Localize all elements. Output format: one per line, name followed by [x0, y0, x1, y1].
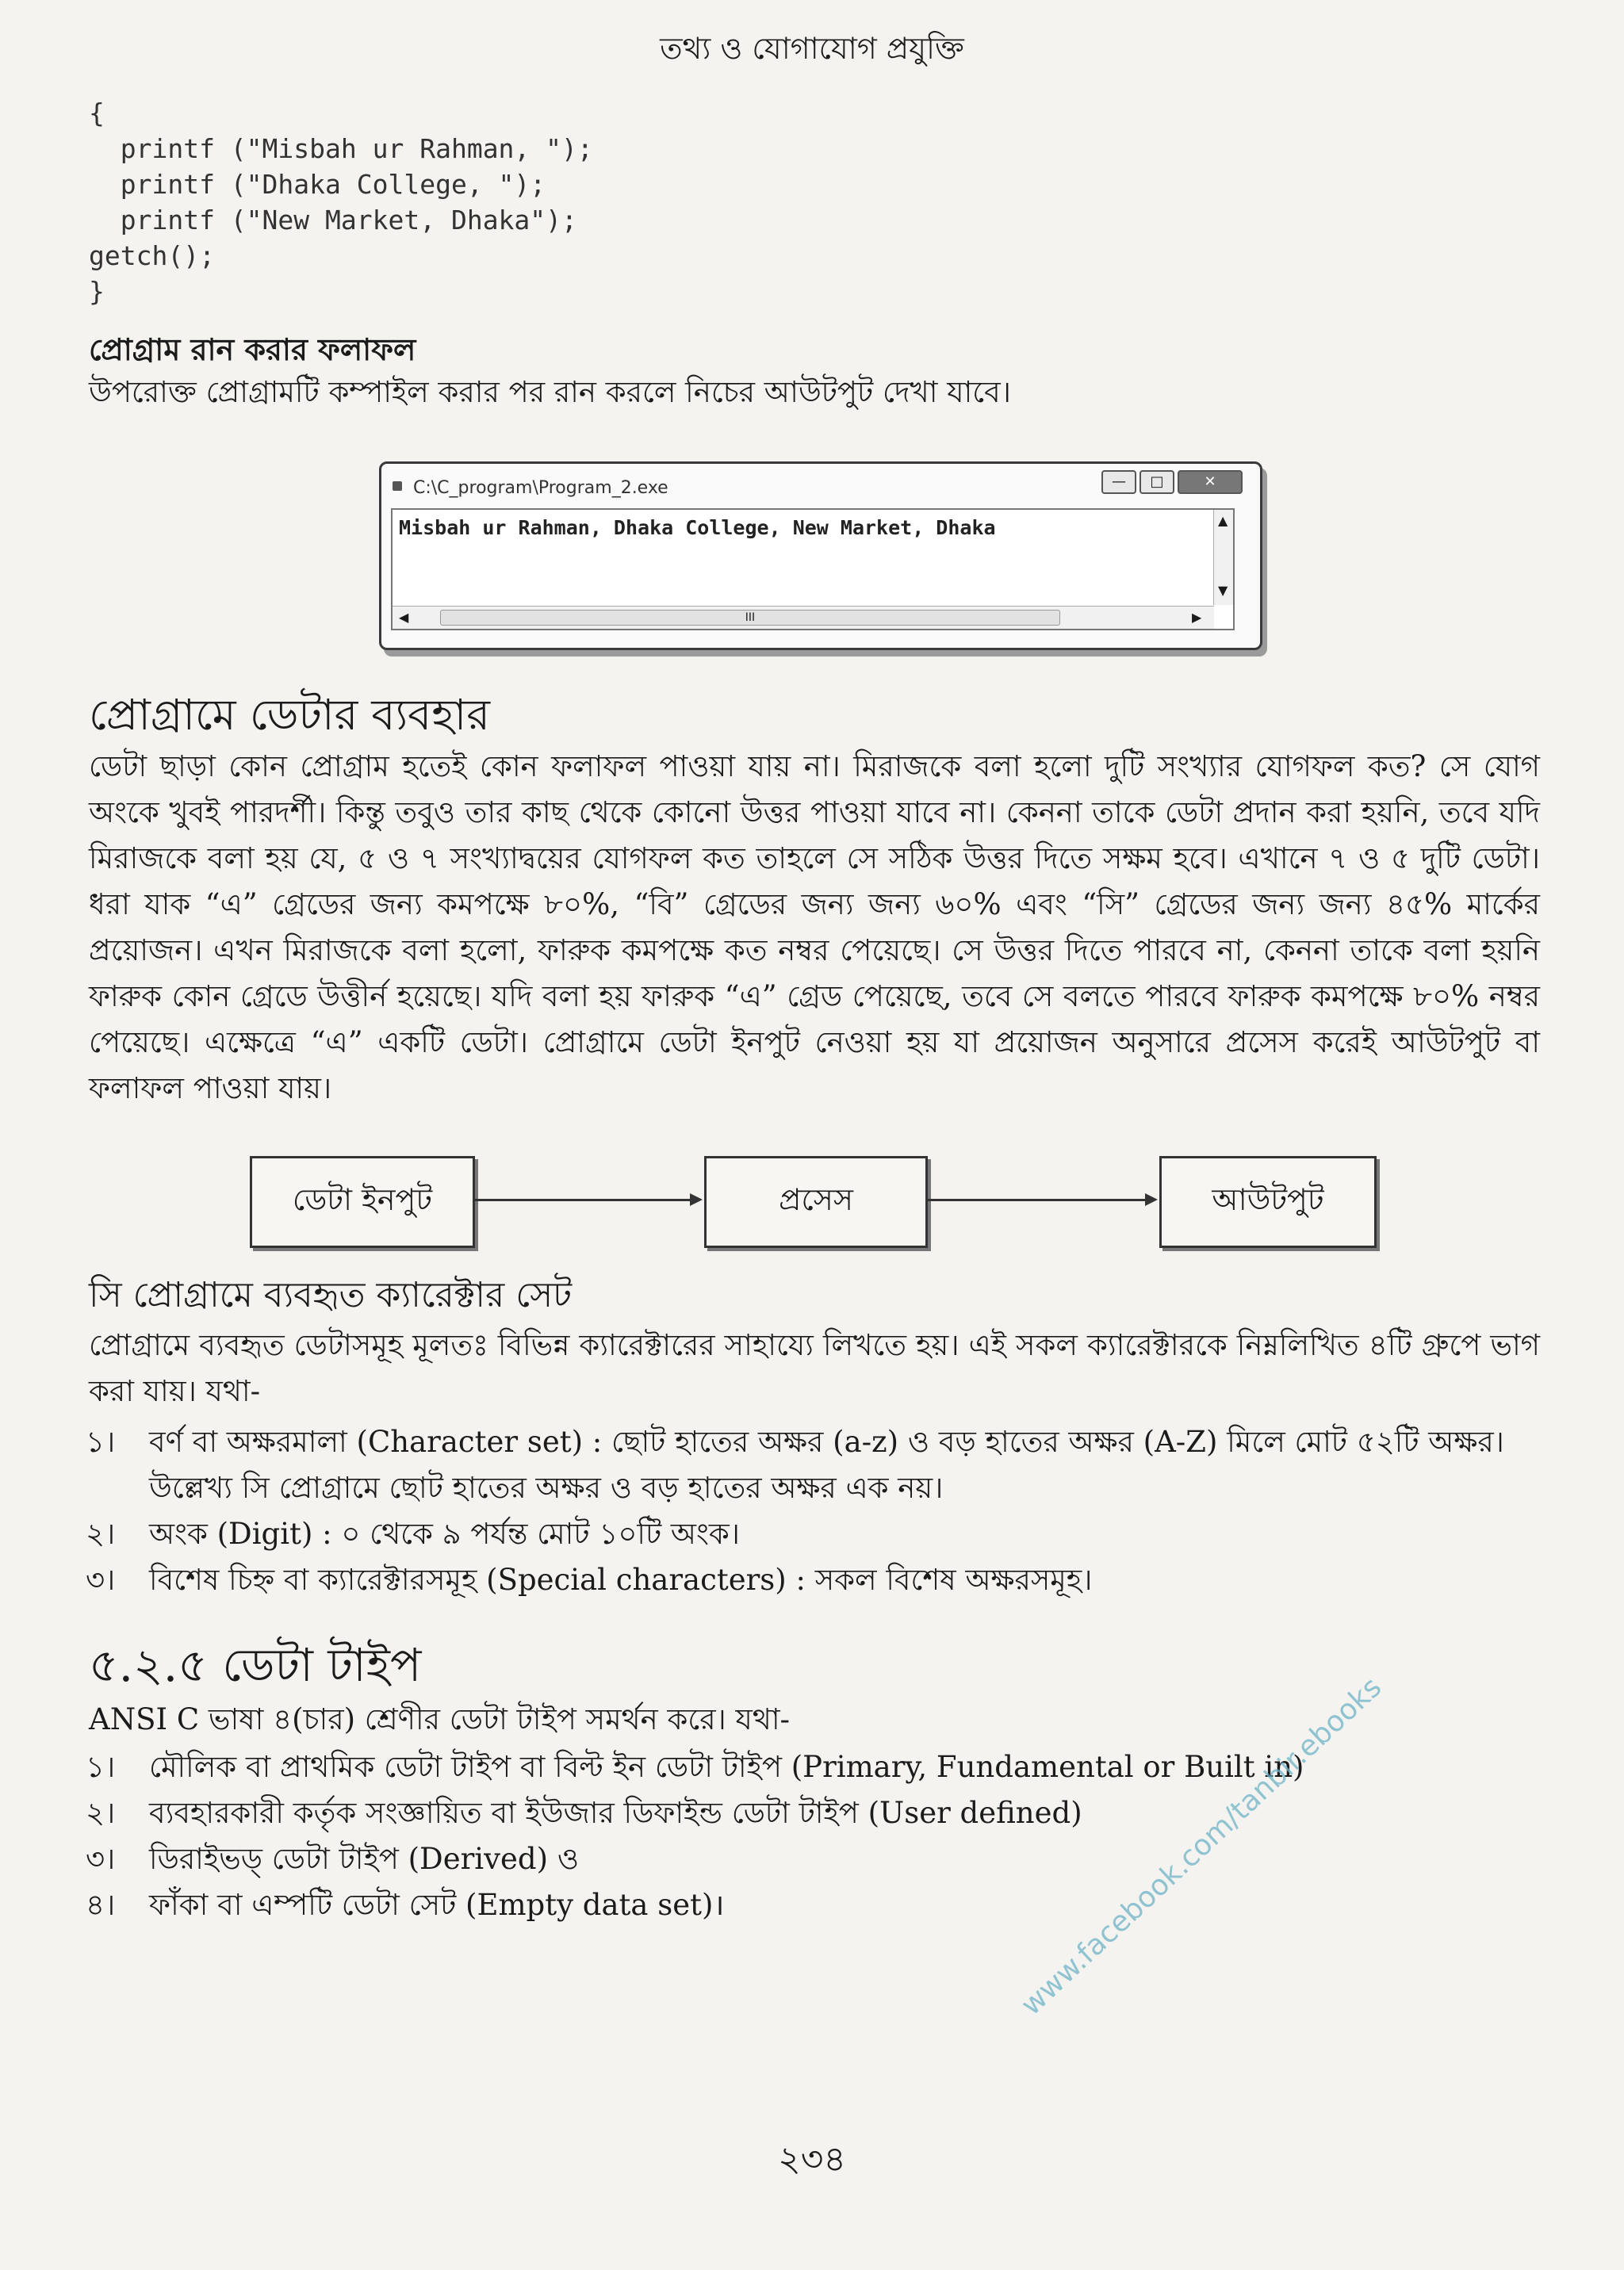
window-controls — [1101, 470, 1243, 494]
run-result-text: উপরোক্ত প্রোগ্রামটি কম্পাইল করার পর রান করলে নিচের আউটপুট দেখা যাবে। — [89, 375, 1011, 409]
minimize-button[interactable]: — — [1101, 470, 1136, 494]
run-result-heading: প্রোগ্রাম রান করার ফলাফল — [89, 331, 416, 367]
flow-output-box — [1159, 1156, 1377, 1248]
code-line: getch(); — [89, 240, 215, 271]
flow-arrow-icon — [473, 1199, 699, 1201]
charset-heading: সি প্রোগ্রামে ব্যবহৃত ক্যারেক্টার সেট — [89, 1275, 573, 1315]
flow-process-box — [704, 1156, 928, 1248]
console-output: Misbah ur Rahman, Dhaka College, New Market, Dhaka — [399, 516, 996, 539]
code-block — [89, 95, 593, 309]
watermark: www.facebook.com/tanbir.ebooks — [1015, 1671, 1388, 2022]
app-icon — [393, 481, 402, 491]
horizontal-scrollbar[interactable] — [393, 606, 1214, 629]
page-number: ২৩৪ — [778, 2139, 846, 2180]
datatype-intro: ANSI C ভাষা ৪(চার) শ্রেণীর ডেটা টাইপ সমর্থন করে। যথা- — [89, 1702, 791, 1736]
vertical-scrollbar[interactable] — [1213, 510, 1233, 605]
list-item: ২। অংক (Digit) : ০ থেকে ৯ পর্যন্ত মোট ১০টি অংক। — [86, 1517, 740, 1551]
list-item: ৩। বিশেষ চিহ্ন বা ক্যারেক্টারসমূহ (Special characters) : সকল বিশেষ অক্ষরসমূহ। — [86, 1563, 1093, 1597]
code-line: printf ("New Market, Dhaka"); — [89, 205, 577, 235]
scroll-up-icon[interactable]: ▲ — [1218, 513, 1228, 528]
window-title: C:\C_program\Program_2.exe — [413, 478, 668, 498]
running-head: তথ্য ও যোগাযোগ প্রযুক্তি — [660, 31, 964, 66]
scroll-down-icon[interactable]: ▼ — [1218, 583, 1228, 598]
console-area — [391, 508, 1235, 630]
list-item: ১। মৌলিক বা প্রাথমিক ডেটা টাইপ বা বিল্ট ইন ডেটা টাইপ (Primary, Fundamental or Built in) — [86, 1750, 1304, 1784]
data-usage-paragraph: ডেটা ছাড়া কোন প্রোগ্রাম হতেই কোন ফলাফল পাওয়া যায় না। মিরাজকে বলা হলো দুটি সংখ্যার যোগফল কত? সে যোগ অংকে খুবই পারদর্শী। কিন্তু তবুও তার কাছ থেকে কোনো উত্তর পাওয়া যাবে না। কেননা তাকে ডেটা প্রদান করা হয়নি, তবে যদি মিরাজকে বলা হয় যে, ৫ ও ৭ সংখ্যাদ্বয়ের যোগফল কত তাহলে সে সঠিক উত্তর দিতে সক্ষম হবে। এখানে ৭ ও ৫ দুটি ডেটা। ধরা যাক “এ” গ্রেডের জন্য কমপক্ষে ৮০%, “বি” গ্রেডের জন্য জন্য ৬০% এবং “সি” গ্রেডের জন্য জন্য ৪৫% মার্কের প্রয়োজন। এখন মিরাজকে বলা হলো, ফারুক কমপক্ষে কত নম্বর পেয়েছে। সে উত্তর দিতে পারবে না, কেননা তাকে বলা হয়নি ফারুক কোন গ্রেডে উত্তীর্ন হয়েছে। যদি বলা হয় ফারুক “এ” গ্রেড পেয়েছে, তবে সে বলতে পারবে ফারুক কমপক্ষে ৮০% নম্বর পেয়েছে। এক্ষেত্রে “এ” একটি ডেটা। প্রোগ্রামে ডেটা ইনপুট নেওয়া হয় যা প্রয়োজন অনুসারে প্রসেস করেই আউটপুট বা ফলাফল পাওয়া যায়। — [89, 749, 1540, 1105]
charset-intro: প্রোগ্রামে ব্যবহৃত ডেটাসমূহ মূলতঃ বিভিন্ন ক্যারেক্টারের সাহায্যে লিখতে হয়। এই সকল ক্যারেক্টারকে নিম্নলিখিত ৪টি গ্রুপে ভাগ করা যায়। যথা- — [89, 1328, 1540, 1408]
scroll-thumb[interactable]: III — [440, 610, 1060, 626]
console-window — [379, 461, 1262, 650]
data-usage-heading: প্রোগ্রামে ডেটার ব্যবহার — [89, 690, 490, 740]
code-line: } — [89, 276, 105, 307]
code-line: printf ("Misbah ur Rahman, "); — [89, 133, 593, 164]
flow-input-box — [250, 1156, 475, 1248]
flow-output-label: আউটপুট — [1212, 1182, 1324, 1217]
datatype-heading: ৫.২.৫ ডেটা টাইপ — [89, 1638, 422, 1692]
scroll-right-icon[interactable]: ▶ — [1192, 610, 1202, 625]
scroll-left-icon[interactable]: ◀ — [399, 610, 409, 625]
list-item: ২। ব্যবহারকারী কর্তৃক সংজ্ঞায়িত বা ইউজার ডিফাইন্ড ডেটা টাইপ (User defined) — [86, 1796, 1082, 1830]
list-item: ৪। ফাঁকা বা এম্পটি ডেটা সেট (Empty data set)। — [86, 1888, 725, 1922]
close-button[interactable]: ✕ — [1178, 470, 1243, 494]
flow-process-label: প্রসেস — [779, 1182, 853, 1217]
flow-input-label: ডেটা ইনপুট — [292, 1182, 433, 1217]
list-item: ১। বর্ণ বা অক্ষরমালা (Character set) : ছোট হাতের অক্ষর (a-z) ও বড় হাতের অক্ষর (A-Z) মিলে মোট ৫২টি অক্ষর। উল্লেখ্য সি প্রোগ্রামে ছোট হাতের অক্ষর ও বড় হাতের অক্ষর এক নয়। — [86, 1425, 1504, 1505]
maximize-button[interactable]: □ — [1139, 470, 1174, 494]
charset-list — [86, 1419, 1545, 1603]
list-item: ৩। ডিরাইভড্ ডেটা টাইপ (Derived) ও — [86, 1842, 580, 1876]
datatype-list — [86, 1744, 1545, 1928]
code-line: printf ("Dhaka College, "); — [89, 169, 546, 200]
flow-arrow-icon — [925, 1199, 1155, 1201]
code-line: { — [89, 98, 105, 128]
